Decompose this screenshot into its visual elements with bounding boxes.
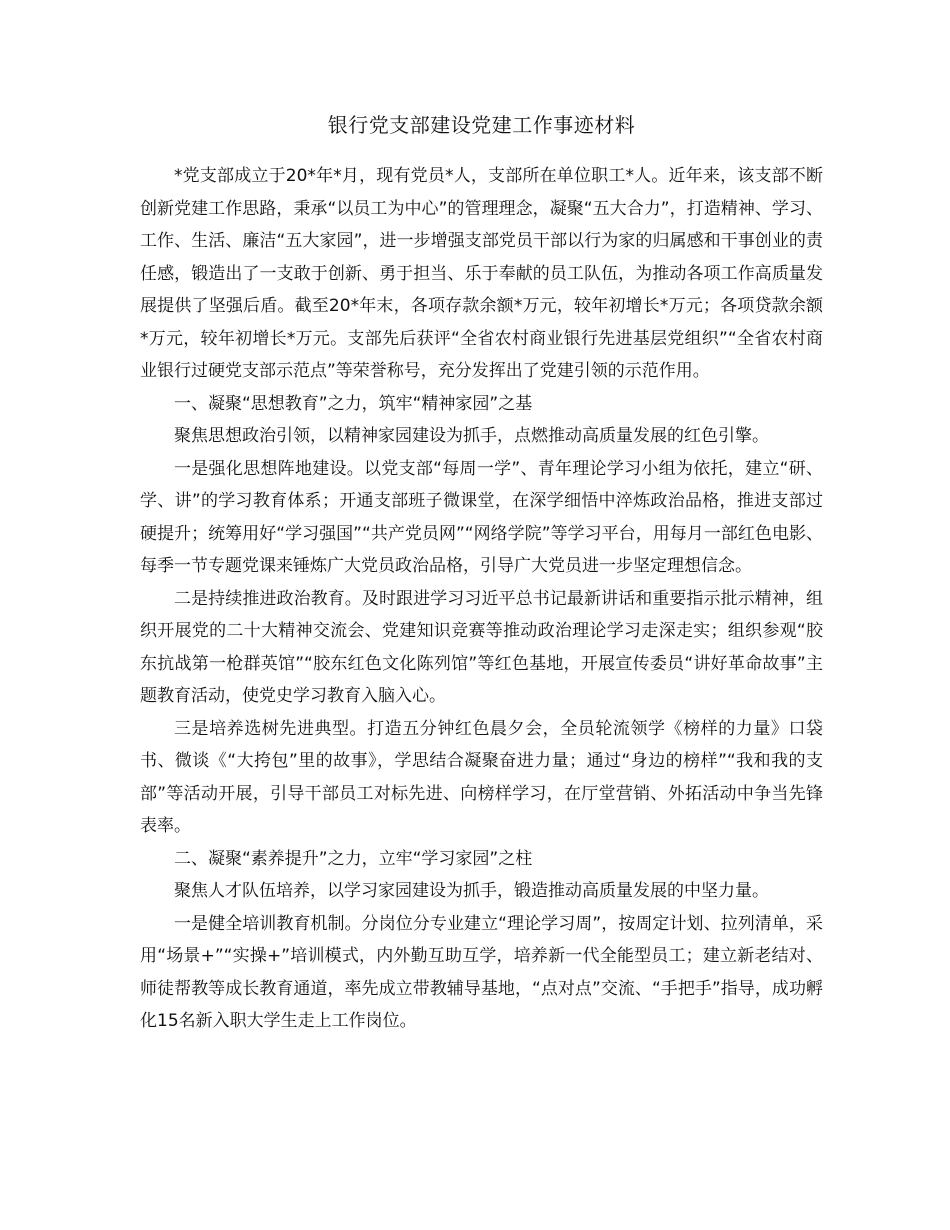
section-2-summary: 聚焦人才队伍培养，以学习家园建设为抓手，锻造推动高质量发展的中坚力量。 [174,881,769,901]
section-1-item-3: 三是培养选树先进典型。打造五分钟红色晨夕会，全员轮流领学《榜样的力量》口袋书、微谈《“大挎包”里的故事》，学思结合凝聚奋进力量；通过“身边的榜样”“我和我的支部”等活动开展，引导干部员工对标先进、向榜样学习，在厅堂营销、外拓活动中争当先锋表率。 [140,718,823,836]
section-1-summary: 聚焦思想政治引领，以精神家园建设为抓手，点燃推动高质量发展的红色引擎。 [174,426,769,446]
section-1-item-2: 二是持续推进政治教育。及时跟进学习习近平总书记最新讲话和重要指示批示精神，组织开展党的二十大精神交流会、党建知识竞赛等推动政治理论学习走深走实；组织参观“胶东抗战第一枪群英馆”“胶东红色文化陈列馆”等红色基地，开展宣传委员“讲好革命故事”主题教育活动，使党史学习教育入脑入心。 [140,588,823,706]
document-title: 银行党支部建设党建工作事迹材料 [327,113,636,137]
intro-paragraph: *党支部成立于20*年*月，现有党员*人，支部所在单位职工*人。近年来，该支部不断创新党建工作思路，秉承“以员工为中心”的管理理念，凝聚“五大合力”，打造精神、学习、工作、生活、廉洁“五大家园”，进一步增强支部党员干部以行为家的归属感和干事创业的责任感，锻造出了一支敢于创新、勇于担当、乐于奉献的员工队伍，为推动各项工作高质量发展提供了坚强后盾。截至20*年末，各项存款余额*万元，较年初增长*万元；各项贷款余额*万元，较年初增长*万元。支部先后获评“全省农村商业银行先进基层党组织”“全省农村商业银行过硬党支部示范点”等荣誉称号，充分发挥出了党建引领的示范作用。 [140,166,823,381]
section-2-heading: 二、凝聚“素养提升”之力，立牢“学习家园”之柱 [174,848,533,869]
document-page [140,108,823,1038]
section-1-heading: 一、凝聚“思想教育”之力，筑牢“精神家园”之基 [174,393,533,414]
section-2-item-1: 一是健全培训教育机制。分岗位分专业建立“理论学习周”，按周定计划、拉列清单，采用“场景+”“实操+”培训模式，内外勤互助互学，培养新一代全能型员工；建立新老结对、师徒帮教等成长教育通道，率先成立带教辅导基地，“点对点”交流、“手把手”指导，成功孵化15名新入职大学生走上工作岗位。 [140,913,823,1031]
section-1-item-1: 一是强化思想阵地建设。以党支部“每周一学”、青年理论学习小组为依托，建立“研、学、讲”的学习教育体系；开通支部班子微课堂，在深学细悟中淬炼政治品格，推进支部过硬提升；统筹用好“学习强国”“共产党员网”“网络学院”等学习平台，用每月一部红色电影、每季一节专题党课来锤炼广大党员政治品格，引导广大党员进一步坚定理想信念。 [140,458,823,576]
